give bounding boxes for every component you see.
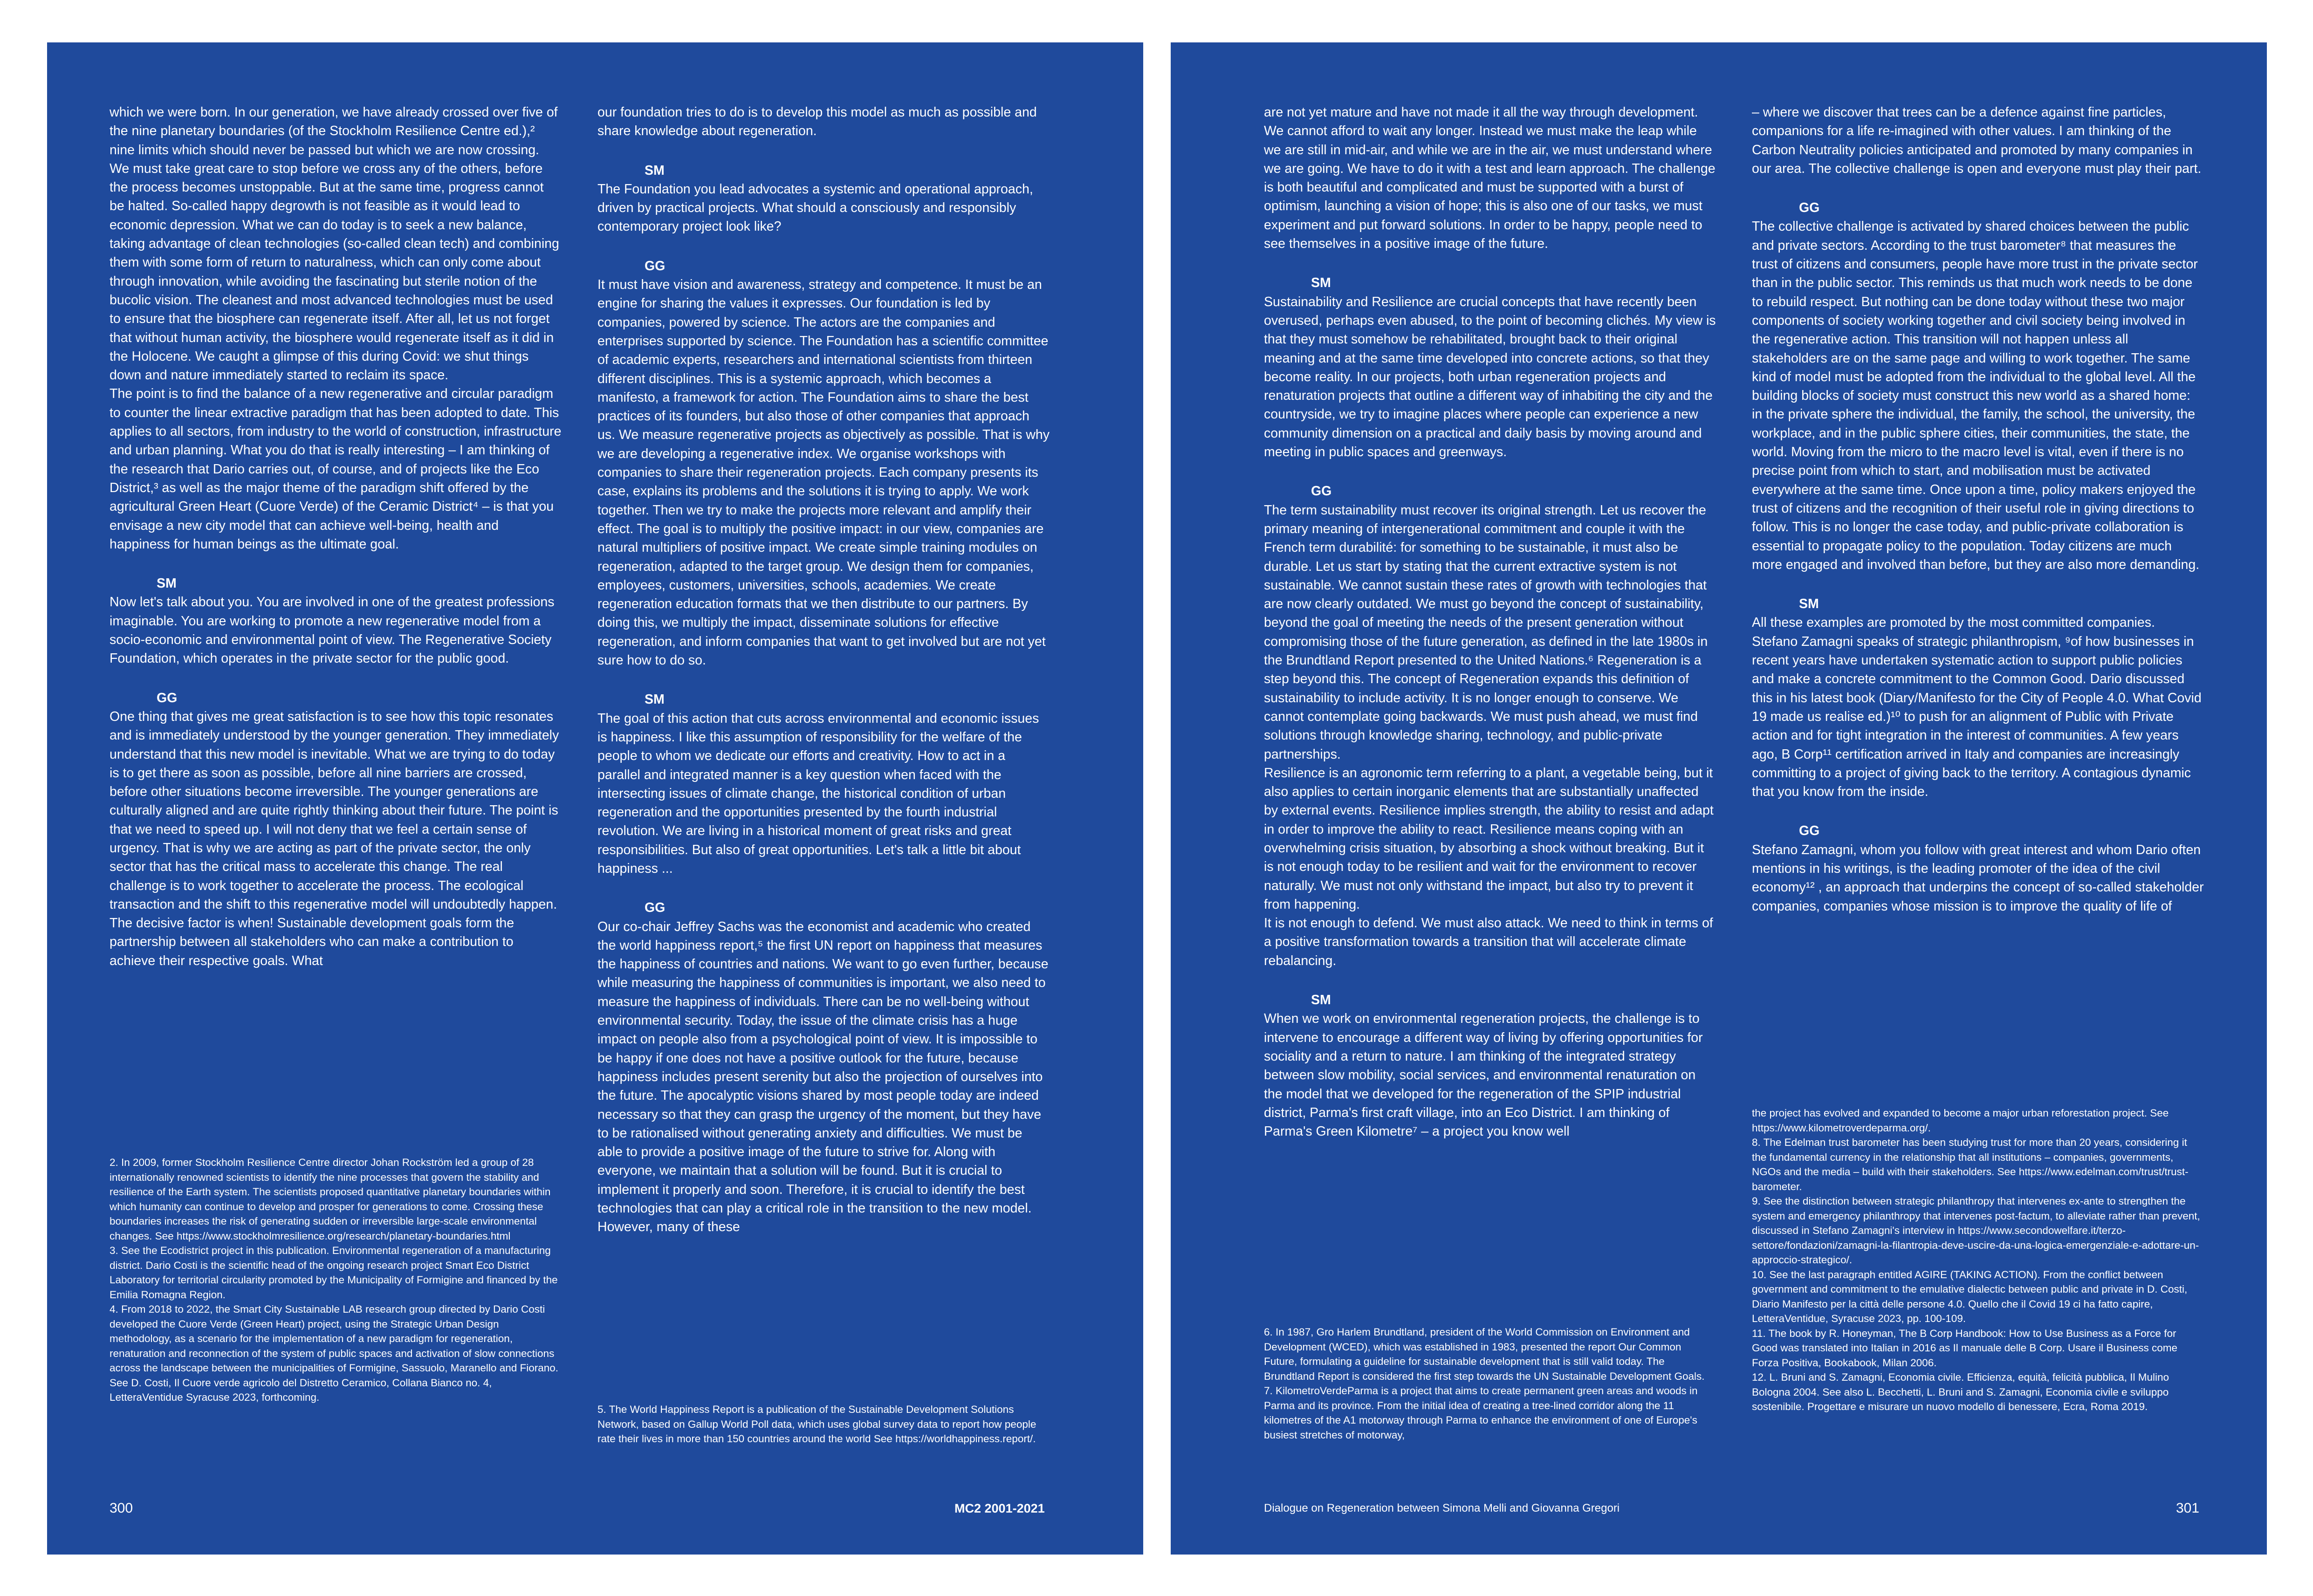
paragraph: When we work on environmental regeneration projects, the challenge is to intervene to encourage a different way of living by offering opportunities for sociality and a return to nature. I am thinking of the integrated strategy between slow mobility, social services, and environmental renaturation on the model that we developed for the regeneration of the SPIP industrial district, Parma's first craft village, into an Eco District. I am thinking of Parma's Green Kilometre⁷ – a project you know well bbox=[1264, 1011, 1703, 1139]
speaker-gg: GG bbox=[1311, 484, 1332, 499]
paragraph: The collective challenge is activated by shared choices between the public and private sectors. According to the trust barometer⁸ that measures the trust of citizens and consumers, people have more trust in the private sector than in the public sector. This reminds us that much work needs to be done to rebuild respect. But nothing can be done today without these two major components of society working together and civil society being involved in the regenerative action. This transition will not happen unless all stakeholders are on the same page and willing to work together. The same kind of model must be adopted from the individual to the global level. All the building blocks of society must construct this new world as a shared home: in the private sphere the individual, the family, the school, the university, the workplace, and in the public sphere cities, their communities, the state, the world. Moving from the micro to the macro level is vital, even if there is no precise point from which to start, and mobilisation must be activated everywhere at the same time. Once upon a time, policy makers enjoyed the trust of citizens and the recognition of their useful role in giving directions to follow. This is no longer the case today, and public-private collaboration is essential to propagate policy to the population. Today citizens are much more engaged and involved than before, but they are also more demanding. bbox=[1752, 219, 2200, 572]
paragraph: The term sustainability must recover its original strength. Let us recover the primary meaning of intergenerational commitment and couple it with the French term durabilité: for something to be sustainable, it must also be durable. Let us start by stating that the current extractive system is not sustainable. We cannot sustain these rates of growth with technologies that are now clearly outdated. We must go beyond the concept of sustainability, beyond the goal of meeting the needs of the present generation without compromising those of the future generation, as defined in the late 1980s in the Brundtland Report presented to the United Nations.⁶ Regeneration is a step beyond this. The concept of Regeneration expands this definition of sustainability to include activity. It is no longer enough to conserve. We cannot contemplate going backwards. We must push ahead, we must find solutions through knowledge sharing, technology, and public-private partnerships. bbox=[1264, 502, 1708, 762]
footnote: 2. In 2009, former Stockholm Resilience Centre director Johan Rockström led a group of 28 internationally renowned scientists to identify the nine processes that govern the stability and resilience of the Earth system. The scientists proposed quantitative planetary boundaries within which humanity can continue to develop and prosper for generations to come. Crossing these boundaries increases the risk of generating sudden or irreversible large-scale environmental changes. See https://www.stockholmresilience.org/research/planetary-boundaries.html 3. See the Ecodistrict project in this publication. Environmental regeneration of a manufacturing district. Dario Costi is the scientific head of the ongoing research project Smart Eco District Laboratory for territorial circularity promoted by the Municipality of Formigine and financed by the Emilia Romagna Region. 4. From 2018 to 2022, the Smart City Sustainable LAB research group directed by Dario Costi developed the Cuore Verde (Green Heart) project, using the Strategic Urban Design methodology, as a scenario for the implementation of a new paradigm for regeneration, renaturation and reconnection of the system of public spaces and activation of slow connections across the landscape between the municipalities of Formigine, Sassuolo, Maranello and Fiorano. See D. Costi, Il Cuore verde agricolo del Distretto Ceramico, Collana Bianco no. 4, LetteraVentidue Syracuse 2023, forthcoming. bbox=[110, 1157, 559, 1403]
right-column-1 bbox=[1264, 103, 1716, 1141]
speaker-sm: SM bbox=[645, 163, 665, 178]
speaker-gg: GG bbox=[645, 258, 666, 274]
paragraph: Sustainability and Resilience are crucial concepts that have recently been overused, perhaps even abused, to the point of becoming clichés. My view is that they must somehow be rehabilitated, brought back to their original meaning and at the same time developed into concrete actions, so that they become reality. In our projects, both urban regeneration projects and renaturation projects that outline a different way of inhabiting the city and the countryside, we try to imagine places where people can experience a new community dimension on a practical and daily basis by moving around and meeting in public spaces and greenways. bbox=[1264, 294, 1716, 460]
paragraph: which we were born. In our generation, we have already crossed over five of the nine planetary boundaries (of the Stockholm Resilience Centre ed.),² nine limits which should never be passed but which we are now crossing. We must take great care to stop before we cross any of the others, before the process becomes unstoppable. But at the same time, progress cannot be halted. So-called happy degrowth is not feasible as it would lead to economic depression. What we can do today is to seek a new balance, taking advantage of clean technologies (so-called clean tech) and combining them with some form of return to naturalness, which can only come about through innovation, while avoiding the fascinating but sterile notion of the bucolic vision. The cleanest and most advanced technologies must be used to ensure that the biosphere can regenerate itself. After all, let us not forget that without human activity, the biosphere would regenerate itself as it did in the Holocene. We caught a glimpse of this during Covid: we shut things down and nature immediately started to reclaim its space. bbox=[110, 105, 559, 383]
paragraph: are not yet mature and have not made it all the way through development. We cannot afford to wait any longer. Instead we must make the leap while we are still in mid-air, and while we are in the air, we must understand where we are going. We have to do it with a test and learn approach. The challenge is both beautiful and complicated and must be supported with a burst of optimism, launching a vision of hope; this is also one of our tasks, we must experiment and put forward solutions. In order to be happy, people need to see themselves in a positive image of the future. bbox=[1264, 105, 1716, 252]
footnote: 6. In 1987, Gro Harlem Brundtland, president of the World Commission on Environment and Development (WCED), which was established in 1983, presented the report Our Common Future, formulating a guideline for sustainable development that is still valid today. The Brundtland Report is considered the first step towards the UN Sustainable Development Goals. 7. KilometroVerdeParma is a project that aims to create permanent green areas and woods in Parma and its province. From the initial idea of creating a tree-lined corridor along the 11 kilometres of the A1 motorway through Parma to enhance the environment of one of Europe's busiest stretches of motorway, bbox=[1264, 1326, 1705, 1441]
paragraph: The Foundation you lead advocates a systemic and operational approach, driven by practical projects. What should a consciously and responsibly contemporary project look like? bbox=[597, 181, 1033, 234]
paragraph: Now let's talk about you. You are involved in one of the greatest professions imaginable. You are working to promote a new regenerative model from a socio-economic and environmental point of view. The Regenerative Society Foundation, which operates in the private sector for the public good. bbox=[110, 595, 555, 666]
right-footnotes-1 bbox=[1264, 1325, 1716, 1442]
speaker-gg: GG bbox=[645, 900, 666, 916]
left-footnotes-1 bbox=[110, 1155, 562, 1405]
left-column-1 bbox=[110, 103, 562, 970]
right-column-2 bbox=[1752, 103, 2204, 916]
speaker-sm: SM bbox=[157, 576, 177, 591]
page-number: 301 bbox=[2176, 1500, 2200, 1516]
right-footnotes-2 bbox=[1752, 1106, 2204, 1414]
footnote: 5. The World Happiness Report is a publication of the Sustainable Development Solutions Network, based on Gallup World Poll data, which uses global survey data to report how people rate their lives in more than 150 countries around the world See https://worldhappiness.report/. bbox=[597, 1404, 1036, 1445]
page-number: 300 bbox=[110, 1500, 133, 1516]
running-head: Dialogue on Regeneration between Simona Melli and Giovanna Gregori bbox=[1264, 1502, 1620, 1514]
right-page bbox=[1171, 42, 2267, 1555]
paragraph: It is not enough to defend. We must also attack. We need to think in terms of a positive transformation towards a transition that will accelerate climate rebalancing. bbox=[1264, 916, 1713, 968]
paragraph: – where we discover that trees can be a defence against fine particles, companions for a life re-imagined with other values. I am thinking of the Carbon Neutrality policies anticipated and promoted by many companies in our area. The collective challenge is open and everyone must play their part. bbox=[1752, 105, 2202, 176]
speaker-gg: GG bbox=[157, 690, 178, 706]
left-footnotes-2 bbox=[597, 1402, 1050, 1446]
speaker-sm: SM bbox=[1799, 596, 1819, 612]
speaker-sm: SM bbox=[645, 692, 665, 707]
speaker-gg: GG bbox=[1799, 200, 1820, 216]
paragraph: Stefano Zamagni, whom you follow with great interest and whom Dario often mentions in his writings, is the leading promoter of the idea of the civil economy¹² , an approach that underpins the concept of so-called stakeholder companies, companies whose mission is to improve the quality of life of bbox=[1752, 842, 2204, 914]
speaker-sm: SM bbox=[1311, 993, 1331, 1008]
footnote: the project has evolved and expanded to become a major urban reforestation project. See https://www.kilometroverdeparma.org/. 8. The Edelman trust barometer has been studying trust for more than 20 years, considering it the fundamental currency in the relationship that all institutions – companies, governments, NGOs and the media – build with their stakeholders. See https://www.edelman.com/trust/trust-barometer. 9. See the distinction between strategic philanthropy that intervenes ex-ante to strengthen the system and emergency philanthropy that intervenes post-factum, to alleviate rather than prevent, discussed in Stefano Zamagni's interview in https://www.secondowelfare.it/terzo-settore/fondazioni/zamagni-la-filantropia-deve-uscire-da-una-logica-emergenziale-e-adottare-un-approccio-strategico/. 10. See the last paragraph entitled AGIRE (TAKING ACTION). From the conflict between government and commitment to the emulative dialectic between public and private in D. Costi, Diario Manifesto per la città delle persone 4.0. Quello che il Covid 19 ci ha fatto capire, LetteraVentidue, Syracuse 2023, pp. 100-109. 11. The book by R. Honeyman, The B Corp Handbook: How to Use Business as a Force for Good was translated into Italian in 2016 as Il manuale delle B Corp. Usare il Business come Forza Positiva, Bookabook, Milan 2006. 12. L. Bruni and S. Zamagni, Economia civile. Efficienza, equità, felicità pubblica, Il Mulino Bologna 2004. See also L. Becchetti, L. Bruni and S. Zamagni, Economia civile e sviluppo sostenibile. Progettare e misurare un nuovo modello di benessere, Ecra, Roma 2019. bbox=[1752, 1107, 2200, 1412]
speaker-gg: GG bbox=[1799, 823, 1820, 839]
paragraph: One thing that gives me great satisfaction is to see how this topic resonates and is immediately understood by the younger generation. They immediately understand that this new model is inevitable. What we are trying to do today is to get there as soon as possible, before all nine barriers are crossed, before other situations become irreversible. The younger generations are culturally aligned and are quite rightly thinking about their future. The point is that we need to speed up. I will not deny that we feel a certain sense of urgency. That is why we are acting as part of the private sector, the only sector that has the critical mass to accelerate this change. The real challenge is to work together to accelerate the process. The ecological transaction and the shift to this regenerative model will undoubtedly happen. The decisive factor is when! Sustainable development goals form the partnership between all stakeholders who can make a contribution to achieve their respective goals. What bbox=[110, 709, 559, 968]
paragraph: Resilience is an agronomic term referring to a plant, a vegetable being, but it also applies to certain inorganic elements that are substantially unaffected by external events. Resilience implies strength, the ability to resist and adapt in order to improve the ability to react. Resilience means coping with an overwhelming crisis situation, by absorbing a shock without breaking. But it is not enough today to be resilient and wait for the environment to recover naturally. We must not only withstand the impact, but also try to prevent it from happening. bbox=[1264, 765, 1714, 912]
publication-brand: MC2 2001-2021 bbox=[954, 1501, 1045, 1515]
paragraph: Our co-chair Jeffrey Sachs was the economist and academic who created the world happiness report,⁵ the first UN report on happiness that measures the happiness of countries and nations. We want to go even further, because while measuring the happiness of communities is important, we also need to measure the happiness of individuals. There can be no well-being without environmental security. Today, the issue of the climate crisis has a huge impact on people also from a psychological point of view. It is impossible to be happy if one does not have a positive outlook for the future, because happiness includes present serenity but also the projection of ourselves into the future. The apocalyptic visions shared by most people today are indeed necessary so that they can grasp the urgency of the moment, but they have to be rationalised without generating anxiety and difficulties. We must be able to provide a positive image of the future to strive for. Along with everyone, we maintain that a solution will be found. But it is crucial to implement it properly and soon. Therefore, it is crucial to identify the best technologies that can play a critical role in the transition to the new model. However, many of these bbox=[597, 919, 1049, 1235]
left-column-2 bbox=[597, 103, 1050, 1237]
paragraph: The goal of this action that cuts across environmental and economic issues is happiness. I like this assumption of responsibility for the welfare of the people to whom we dedicate our efforts and creativity. How to act in a parallel and integrated manner is a key question when faced with the intersecting issues of climate change, the historical condition of urban regeneration and the opportunities presented by the fourth industrial revolution. We are living in a historical moment of great risks and great responsibilities. But also of great opportunities. Let's talk a little bit about happiness ... bbox=[597, 711, 1039, 876]
paragraph: All these examples are promoted by the most committed companies. Stefano Zamagni speaks of strategic philanthropism, ⁹of how businesses in recent years have undertaken systematic action to support public policies and make a concrete commitment to the Common Good. Dario discussed this in his latest book (Diary/Manifesto for the City of People 4.0. What Covid 19 made us realise ed.)¹⁰ to push for an alignment of Public with Private action and for tight integration in the interest of communities. A few years ago, B Corp¹¹ certification arrived in Italy and companies are increasingly committing to a project of giving back to the territory. A contagious dynamic that you know from the inside. bbox=[1752, 615, 2202, 800]
paragraph: our foundation tries to do is to develop this model as much as possible and share knowledge about regeneration. bbox=[597, 105, 1037, 139]
paragraph: The point is to find the balance of a new regenerative and circular paradigm to counter the linear extractive paradigm that has been adopted to date. This applies to all sectors, from industry to the world of construction, infrastructure and urban planning. What you do that is really interesting – I am thinking of the research that Dario carries out, of course, and of projects like the Eco District,³ as well as the major theme of the paradigm shift offered by the agricultural Green Heart (Cuore Verde) of the Ceramic District⁴ – is that you envisage a new city model that can achieve well-being, health and happiness for human beings as the ultimate goal. bbox=[110, 386, 562, 552]
left-page bbox=[47, 42, 1143, 1555]
paragraph: It must have vision and awareness, strategy and competence. It must be an engine for sharing the values it expresses. Our foundation is led by companies, powered by science. The actors are the companies and enterprises supported by science. The Foundation has a scientific committee of academic experts, researchers and international scientists from thirteen different disciplines. This is a systemic approach, which becomes a manifesto, a framework for action. The Foundation aims to share the best practices of its founders, but also those of other companies that approach us. We measure regenerative projects as objectively as possible. That is why we are developing a regenerative index. We organise workshops with companies to share their regeneration projects. Each company presents its case, explains its problems and the solutions it is trying to apply. We work together. Then we try to make the projects more relevant and amplify their effect. The goal is to multiply the positive impact: in our view, companies are natural multipliers of positive impact. We create simple training modules on regeneration, adapted to the target group. We design them for companies, employees, customers, universities, schools, academies. We create regeneration education formats that we then distribute to our partners. By doing this, we multiply the impact, disseminate solutions for effective regeneration, and inform companies that want to get involved but are not yet sure how to do so. bbox=[597, 277, 1050, 668]
speaker-sm: SM bbox=[1311, 275, 1331, 291]
